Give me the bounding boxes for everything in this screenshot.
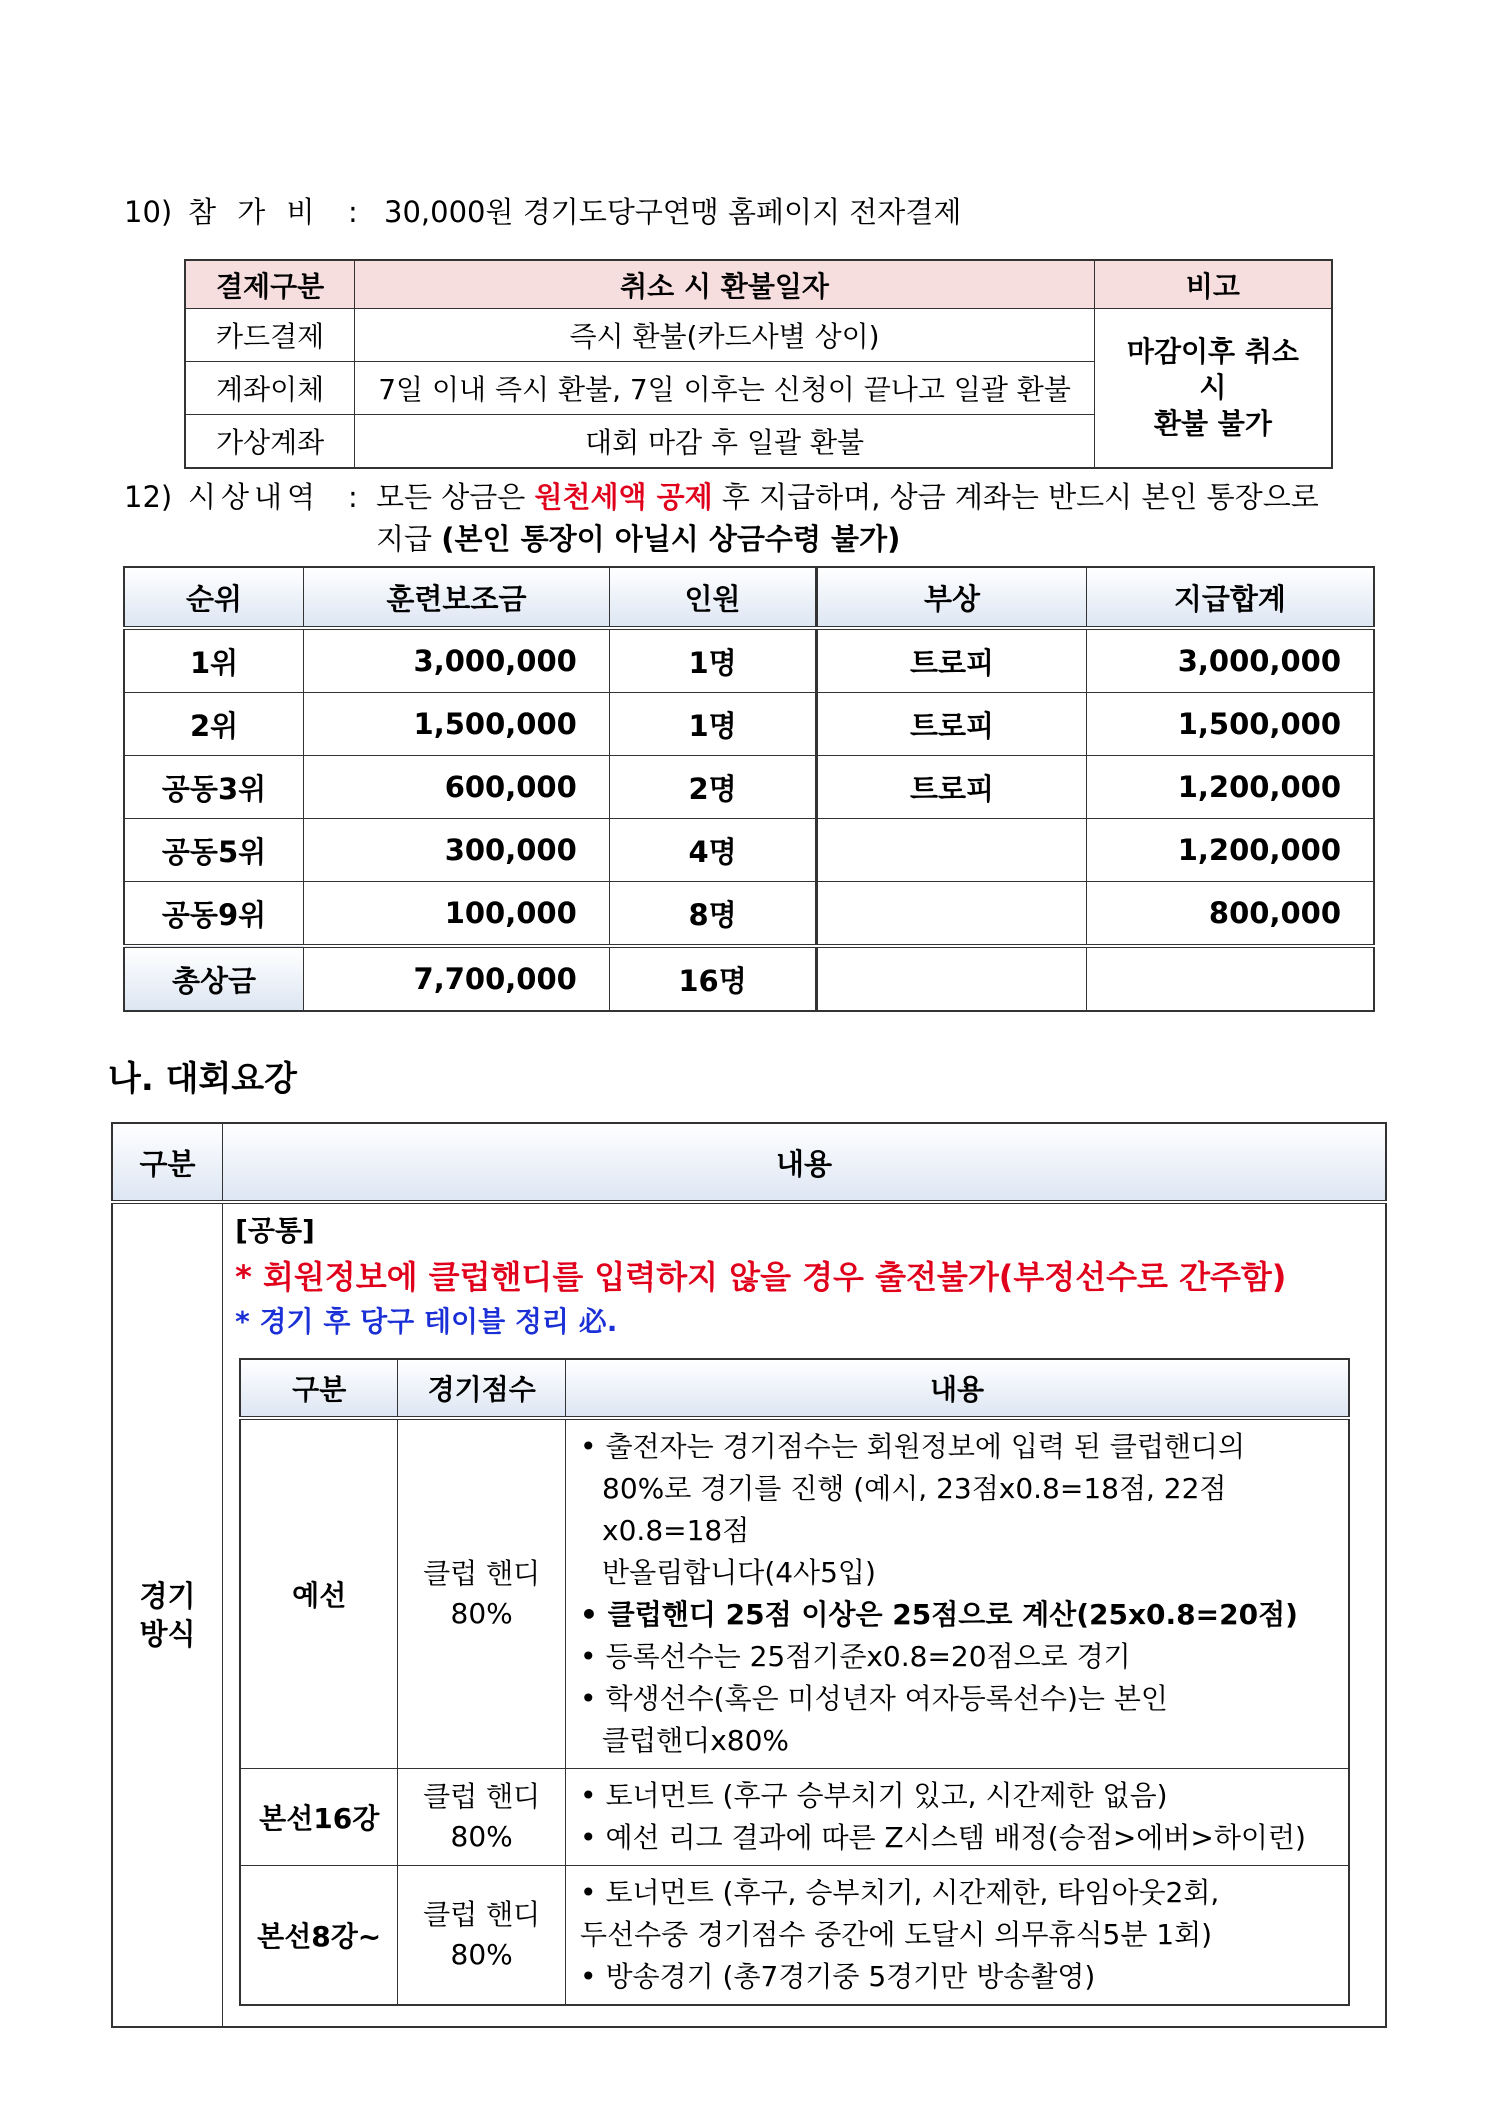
header-rank: 순위 (124, 567, 304, 628)
total-cell: 1,200,000 (1086, 819, 1374, 882)
common-heading: [공통] (235, 1214, 315, 1247)
section-12-text-a: 모든 상금은 (376, 480, 535, 514)
rank-cell: 1위 (124, 628, 304, 693)
table-row (124, 756, 1374, 819)
round8-content (566, 1866, 1350, 2006)
table-row (240, 1866, 1349, 2006)
section-10-label: 참 가 비 (188, 195, 321, 229)
table-row (112, 1202, 1386, 2027)
refund-cell: 대회 마감 후 일괄 환불 (355, 415, 1095, 469)
round16-score (398, 1769, 566, 1866)
prize-table (123, 566, 1375, 1012)
section-12-label: 시상내역 (188, 480, 321, 514)
table-header-row (124, 567, 1374, 628)
section-12-colon: : (348, 480, 358, 514)
bullet-line: • 등록선수는 25점기준x0.8=20점으로 경기 (580, 1640, 1131, 1673)
prelim-content (566, 1418, 1350, 1769)
extra-cell (817, 819, 1086, 882)
section-12-line2-bold: (본인 통장이 아닐시 상금수령 불가) (441, 522, 901, 556)
header-note: 비고 (1094, 260, 1332, 309)
people-cell: 8명 (609, 882, 817, 947)
bullet-line: • 토너먼트 (후구, 승부치기, 시간제한, 타임아웃2회, (580, 1876, 1220, 1909)
match-method-label-line: 방식 (139, 1617, 196, 1651)
match-method-content (223, 1202, 1386, 2027)
people-cell: 4명 (609, 819, 817, 882)
header-refund-date: 취소 시 환불일자 (355, 260, 1095, 309)
header-content: 내용 (223, 1123, 1386, 1202)
total-cell: 3,000,000 (1086, 628, 1374, 693)
rank-cell: 공동3위 (124, 756, 304, 819)
withholding-tax-highlight: 원천세액 공제 (534, 480, 713, 514)
common-warning-red: * 회원정보에 클럽핸디를 입력하지 않을 경우 출전불가(부정선수로 간주함) (235, 1258, 1287, 1296)
total-cell: 1,200,000 (1086, 756, 1374, 819)
rank-cell: 공동9위 (124, 882, 304, 947)
table-row (240, 1418, 1349, 1769)
bullet-line: 두선수중 경기점수 중간에 도달시 의무휴식5분 1회) (580, 1918, 1213, 1951)
payment-type-cell: 계좌이체 (185, 362, 355, 415)
section-12-text-b: 후 지급하며, 상금 계좌는 반드시 본인 통장으로 (712, 480, 1319, 514)
match-method-label-line: 경기 (139, 1579, 196, 1613)
section-10-text: 30,000원 경기도당구연맹 홈페이지 전자결제 (384, 195, 962, 229)
table-row (240, 1769, 1349, 1866)
table-row (185, 309, 1332, 362)
prelim-label: 예선 (240, 1418, 398, 1769)
header-match-score: 경기점수 (398, 1359, 566, 1418)
total-amount-cell: 7,700,000 (304, 946, 610, 1011)
people-cell: 2명 (609, 756, 817, 819)
table-header-row (240, 1359, 1349, 1418)
table-row (124, 628, 1374, 693)
bullet-line: • 방송경기 (총7경기중 5경기만 방송촬영) (580, 1960, 1096, 1993)
total-sum-cell (1086, 946, 1374, 1011)
match-method-label (112, 1202, 223, 2027)
amount-cell: 600,000 (304, 756, 610, 819)
bullet-line: • 출전자는 경기점수는 회원정보에 입력 된 클럽핸디의 (580, 1430, 1246, 1463)
bullet-line-cont: 클럽핸디x80% (602, 1724, 790, 1757)
header-category: 구분 (240, 1359, 398, 1418)
score-line: 80% (450, 1597, 513, 1630)
fee-refund-table (184, 259, 1333, 469)
bullet-line-cont: 80%로 경기를 진행 (예시, 23점x0.8=18점, 22점x0.8=18점 (602, 1472, 1227, 1547)
round8-label: 본선8강~ (240, 1866, 398, 2006)
bullet-line: • 토너먼트 (후구 승부치기 있고, 시간제한 없음) (580, 1779, 1168, 1812)
payment-type-cell: 가상계좌 (185, 415, 355, 469)
score-line: 80% (450, 1938, 513, 1971)
extra-cell: 트로피 (817, 628, 1086, 693)
score-line: 클럽 핸디 (423, 1557, 541, 1590)
people-cell: 1명 (609, 693, 817, 756)
refund-note-line: 환불 불가 (1153, 407, 1272, 440)
total-people-cell: 16명 (609, 946, 817, 1011)
rank-cell: 2위 (124, 693, 304, 756)
header-amount: 훈련보조금 (304, 567, 610, 628)
section-12-number: 12) (124, 480, 173, 514)
table-header-row (185, 260, 1332, 309)
score-line: 클럽 핸디 (423, 1780, 541, 1813)
refund-cell: 즉시 환불(카드사별 상이) (355, 309, 1095, 362)
table-row (124, 819, 1374, 882)
amount-cell: 1,500,000 (304, 693, 610, 756)
bullet-line: • 학생선수(혹은 미성년자 여자등록선수)는 본인 (580, 1682, 1168, 1715)
total-cell: 800,000 (1086, 882, 1374, 947)
refund-note-line: 마감이후 취소 (1126, 335, 1299, 368)
common-notice-blue: * 경기 후 당구 테이블 정리 必. (235, 1305, 618, 1338)
round16-content (566, 1769, 1350, 1866)
total-row (124, 946, 1374, 1011)
header-people: 인원 (609, 567, 817, 628)
round8-score (398, 1866, 566, 2006)
match-format-table (239, 1358, 1350, 2006)
amount-cell: 100,000 (304, 882, 610, 947)
payment-type-cell: 카드결제 (185, 309, 355, 362)
bullet-line: • 예선 리그 결과에 따른 Z시스템 배정(승점>에버>하이런) (580, 1821, 1306, 1854)
rank-cell: 공동5위 (124, 819, 304, 882)
table-row (124, 882, 1374, 947)
total-cell: 1,500,000 (1086, 693, 1374, 756)
section-12-line2 (376, 519, 900, 559)
amount-cell: 300,000 (304, 819, 610, 882)
score-line: 80% (450, 1820, 513, 1853)
section-10-heading (124, 192, 961, 232)
extra-cell (817, 882, 1086, 947)
bullet-line-bold: • 클럽핸디 25점 이상은 25점으로 계산(25x0.8=20점) (580, 1598, 1298, 1631)
section-10-colon: : (348, 195, 358, 229)
total-extra-cell (817, 946, 1086, 1011)
extra-cell: 트로피 (817, 756, 1086, 819)
competition-guidelines-title: 나. 대회요강 (108, 1059, 297, 1099)
competition-rules-table (111, 1122, 1387, 2028)
table-row (124, 693, 1374, 756)
header-category: 구분 (112, 1123, 223, 1202)
header-content: 내용 (566, 1359, 1350, 1418)
total-label-cell: 총상금 (124, 946, 304, 1011)
section-12-line2-a: 지급 (376, 522, 442, 556)
refund-note-line: 시 (1199, 371, 1227, 404)
header-total: 지급합계 (1086, 567, 1374, 628)
people-cell: 1명 (609, 628, 817, 693)
score-line: 클럽 핸디 (423, 1898, 541, 1931)
amount-cell: 3,000,000 (304, 628, 610, 693)
header-extra: 부상 (817, 567, 1086, 628)
refund-note-cell (1094, 309, 1332, 469)
header-payment-type: 결제구분 (185, 260, 355, 309)
prelim-score (398, 1418, 566, 1769)
table-header-row (112, 1123, 1386, 1202)
section-12-heading (124, 477, 1319, 517)
bullet-line-cont: 반올림합니다(4사5입) (602, 1556, 876, 1589)
refund-cell: 7일 이내 즉시 환불, 7일 이후는 신청이 끝나고 일괄 환불 (355, 362, 1095, 415)
section-10-number: 10) (124, 195, 173, 229)
round16-label: 본선16강 (240, 1769, 398, 1866)
extra-cell: 트로피 (817, 693, 1086, 756)
